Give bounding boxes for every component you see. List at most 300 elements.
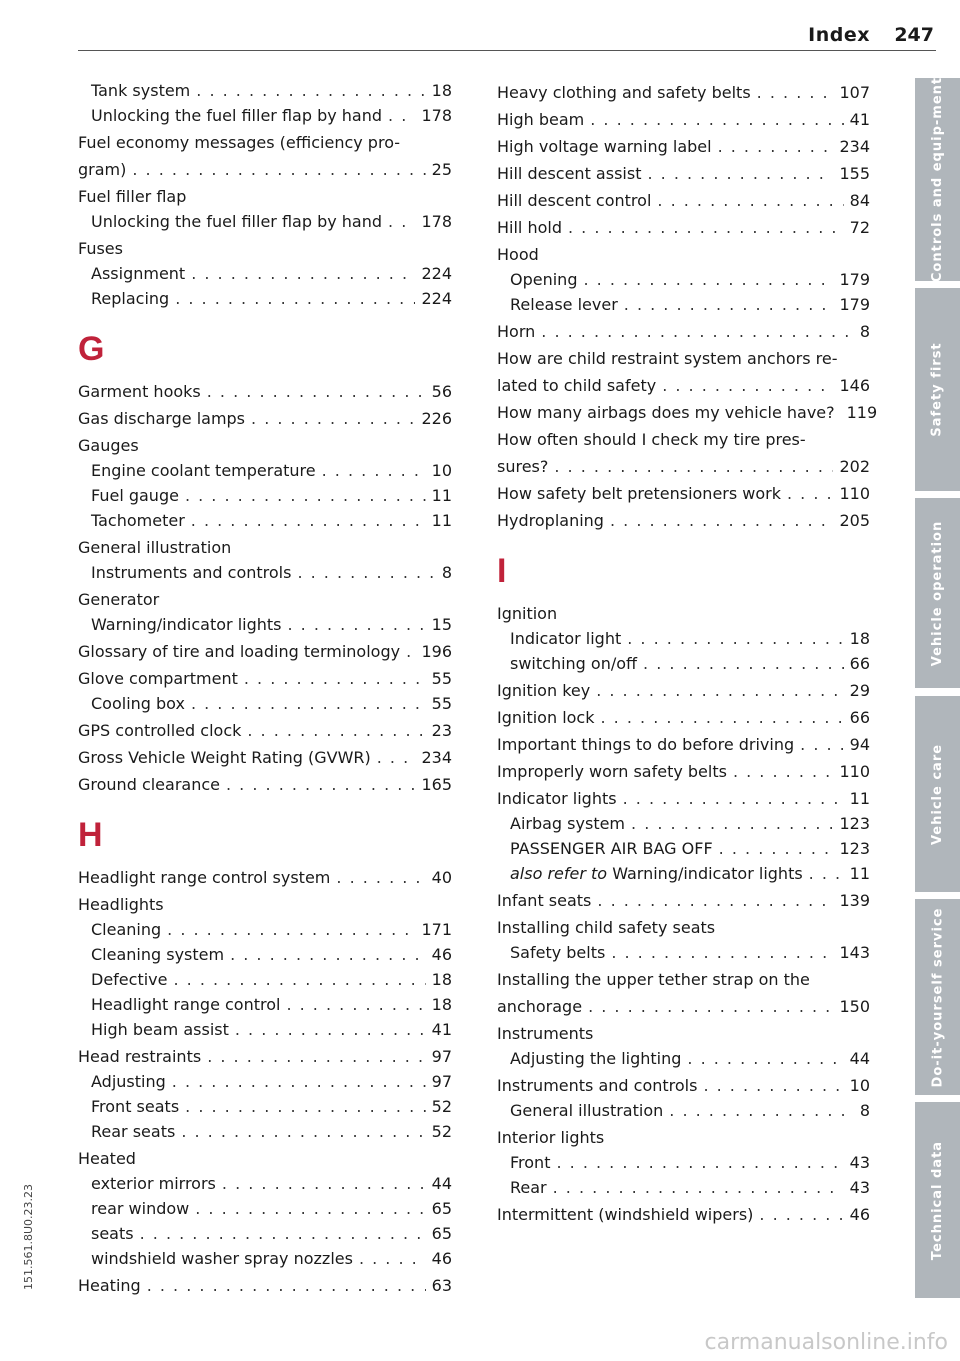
dot-leader xyxy=(191,691,426,716)
entry-term: Glossary of tire and loading terminology xyxy=(78,642,401,661)
entry-term: Front xyxy=(510,1153,551,1172)
index-entry[interactable] xyxy=(497,319,870,344)
page-reference: 179 xyxy=(839,295,870,314)
entry-term: Safety belts xyxy=(510,943,606,962)
dot-leader xyxy=(167,917,415,942)
entry-term: Airbag system xyxy=(510,814,626,833)
page-reference: 8 xyxy=(859,1101,870,1120)
page-reference: 66 xyxy=(849,654,870,673)
index-entry[interactable] xyxy=(497,107,870,132)
page-reference: 150 xyxy=(839,997,870,1016)
document-code: 151.561.8U0.23.23 xyxy=(22,1183,35,1290)
page-reference: 44 xyxy=(431,1174,452,1193)
index-subentry[interactable] xyxy=(78,103,452,128)
index-subentry[interactable] xyxy=(78,612,452,637)
entry-term: General illustration xyxy=(510,1101,664,1120)
page-reference: 29 xyxy=(849,681,870,700)
dot-leader xyxy=(406,639,415,664)
entry-term: Instruments and controls xyxy=(91,563,292,582)
index-entry[interactable] xyxy=(78,666,452,691)
sidebar-tab-controls[interactable] xyxy=(915,78,960,281)
entry-term: Headlight range control xyxy=(91,995,281,1014)
sidebar-tab-label: Technical data xyxy=(930,1140,945,1260)
index-subentry[interactable] xyxy=(497,1046,870,1071)
page-reference: 52 xyxy=(431,1122,452,1141)
page-reference: 234 xyxy=(839,137,870,156)
page-reference: 123 xyxy=(839,839,870,858)
sidebar-tab-label: Vehicle care xyxy=(930,743,945,845)
page-reference: 10 xyxy=(849,1076,870,1095)
index-entry[interactable] xyxy=(78,772,452,797)
index-entry[interactable] xyxy=(497,732,870,757)
page-reference: 11 xyxy=(849,864,870,883)
index-entry[interactable] xyxy=(497,759,870,784)
page-reference: 63 xyxy=(431,1276,452,1295)
sidebar-tab-do-it-yourself[interactable] xyxy=(915,899,960,1095)
index-subentry[interactable] xyxy=(78,992,452,1017)
page-reference: 84 xyxy=(849,191,870,210)
dot-leader xyxy=(733,759,834,784)
index-entry[interactable] xyxy=(497,1202,870,1227)
dot-leader xyxy=(800,732,844,757)
dot-leader xyxy=(601,705,844,730)
page-reference: 196 xyxy=(421,642,452,661)
entry-term: Garment hooks xyxy=(78,382,201,401)
dot-leader xyxy=(719,836,834,861)
dot-leader xyxy=(140,1221,426,1246)
dot-leader xyxy=(222,1171,426,1196)
entry-term: Engine coolant temperature xyxy=(91,461,316,480)
sidebar-tab-vehicle-care[interactable] xyxy=(915,696,960,892)
section-letter: G xyxy=(78,330,105,368)
page-reference: 143 xyxy=(839,943,870,962)
index-heading: Headlights xyxy=(78,895,164,914)
entry-term: Intermittent (windshield wipers) xyxy=(497,1205,754,1224)
index-subentry[interactable] xyxy=(78,1171,452,1196)
dot-leader xyxy=(718,134,834,159)
entry-term: Cleaning system xyxy=(91,945,225,964)
dot-leader xyxy=(207,379,426,404)
dot-leader xyxy=(568,215,844,240)
page-reference: 43 xyxy=(849,1178,870,1197)
entry-term xyxy=(510,861,803,886)
index-subentry[interactable] xyxy=(78,1246,452,1271)
index-subentry[interactable] xyxy=(78,483,452,508)
index-subentry[interactable] xyxy=(78,560,452,585)
index-subentry[interactable] xyxy=(78,458,452,483)
index-subentry[interactable] xyxy=(497,836,870,861)
dot-leader xyxy=(172,1069,426,1094)
entry-term: Adjusting the lighting xyxy=(510,1049,682,1068)
entry-term: Important things to do before driving xyxy=(497,735,795,754)
dot-leader xyxy=(787,481,833,506)
dot-leader xyxy=(226,772,415,797)
page-reference: 8 xyxy=(859,322,870,341)
page-number: 247 xyxy=(894,24,934,46)
entry-term: seats xyxy=(91,1224,134,1243)
entry-term: Hydroplaning xyxy=(497,511,604,530)
entry-term: Glove compartment xyxy=(78,669,238,688)
entry-term: Hill hold xyxy=(497,218,562,237)
dot-leader xyxy=(377,745,416,770)
entry-term: Rear seats xyxy=(91,1122,176,1141)
index-heading: Hood xyxy=(497,245,539,264)
index-column-right xyxy=(497,78,878,1227)
dot-leader xyxy=(235,1017,426,1042)
entry-term: Indicator lights xyxy=(497,789,617,808)
index-subentry[interactable] xyxy=(497,292,870,317)
entry-term: rear window xyxy=(91,1199,190,1218)
page-reference: 11 xyxy=(431,486,452,505)
index-heading: How are child restraint system anchors re- xyxy=(497,349,838,368)
index-entry[interactable] xyxy=(497,1073,870,1098)
page-reference: 25 xyxy=(431,160,452,179)
page-reference: 46 xyxy=(431,1249,452,1268)
section-letter: I xyxy=(497,552,507,590)
dot-leader xyxy=(230,942,426,967)
dot-leader xyxy=(336,865,425,890)
index-subentry[interactable] xyxy=(497,811,870,836)
sidebar-tab-label: Controls and equip-ment xyxy=(930,76,946,283)
index-entry[interactable] xyxy=(497,786,870,811)
index-entry[interactable] xyxy=(497,134,870,159)
entry-term: gram) xyxy=(78,160,127,179)
entry-term: Unlocking the fuel filler flap by hand xyxy=(91,212,383,231)
sidebar-tab-label: Safety first xyxy=(930,342,945,437)
dot-leader xyxy=(196,78,425,103)
page-reference: 97 xyxy=(431,1047,452,1066)
dot-leader xyxy=(244,666,426,691)
dot-leader xyxy=(556,1150,843,1175)
page-reference: 55 xyxy=(431,669,452,688)
cross-reference-prefix: also refer to xyxy=(510,864,608,883)
index-heading: How often should I check my tire pres- xyxy=(497,430,806,449)
dot-leader xyxy=(596,678,843,703)
page-reference: 97 xyxy=(431,1072,452,1091)
dot-leader xyxy=(175,286,415,311)
entry-term: GPS controlled clock xyxy=(78,721,242,740)
index-entry[interactable] xyxy=(497,400,878,425)
page-reference: 94 xyxy=(849,735,870,754)
dot-leader xyxy=(611,940,833,965)
index-heading: Ignition xyxy=(497,604,558,623)
page-reference: 18 xyxy=(431,970,452,989)
page-reference: 18 xyxy=(431,81,452,100)
entry-term: Unlocking the fuel filler flap by hand xyxy=(91,106,383,125)
entry-term: Cleaning xyxy=(91,920,162,939)
index-heading: Fuel filler flap xyxy=(78,187,187,206)
page-reference: 226 xyxy=(421,409,452,428)
index-entry[interactable] xyxy=(497,994,870,1019)
index-entry[interactable] xyxy=(497,373,870,398)
dot-leader xyxy=(553,1175,844,1200)
entry-term: Ignition key xyxy=(497,681,591,700)
index-entry[interactable] xyxy=(78,379,452,404)
entry-term: lated to child safety xyxy=(497,376,657,395)
index-subentry[interactable] xyxy=(497,1175,870,1200)
page-reference: 119 xyxy=(846,403,878,422)
entry-term: exterior mirrors xyxy=(91,1174,216,1193)
page-reference: 11 xyxy=(431,511,452,530)
entry-term: High beam xyxy=(497,110,585,129)
dot-leader xyxy=(322,458,426,483)
dot-leader xyxy=(588,994,833,1019)
page-reference: 165 xyxy=(421,775,452,794)
page-reference: 139 xyxy=(839,891,870,910)
entry-term: Ground clearance xyxy=(78,775,220,794)
index-entry[interactable] xyxy=(497,454,870,479)
index-entry[interactable] xyxy=(497,705,870,730)
index-subentry[interactable] xyxy=(497,651,870,676)
index-subentry[interactable] xyxy=(497,626,870,651)
index-subentry[interactable] xyxy=(78,917,452,942)
index-subentry[interactable] xyxy=(497,861,870,886)
dot-leader xyxy=(647,161,833,186)
page-reference: 171 xyxy=(421,920,452,939)
entry-term: Headlight range control system xyxy=(78,868,331,887)
dot-leader xyxy=(541,319,854,344)
index-entry[interactable] xyxy=(497,161,870,186)
index-entry[interactable] xyxy=(78,639,452,664)
page-reference: 178 xyxy=(421,106,452,125)
index-subentry[interactable] xyxy=(78,508,452,533)
page-reference: 23 xyxy=(431,721,452,740)
entry-term: Tank system xyxy=(91,81,191,100)
page-reference: 55 xyxy=(431,694,452,713)
dot-leader xyxy=(657,188,843,213)
dot-leader xyxy=(191,261,415,286)
page-reference: 202 xyxy=(839,457,870,476)
entry-term: Gas discharge lamps xyxy=(78,409,246,428)
entry-term: sures? xyxy=(497,457,549,476)
dot-leader xyxy=(132,157,425,182)
page-reference: 72 xyxy=(849,218,870,237)
index-subentry[interactable] xyxy=(78,1196,452,1221)
entry-term: High beam assist xyxy=(91,1020,229,1039)
index-heading: Installing the upper tether strap on the xyxy=(497,970,810,989)
entry-term: Ignition lock xyxy=(497,708,595,727)
entry-term: Assignment xyxy=(91,264,186,283)
entry-term: Replacing xyxy=(91,289,170,308)
entry-term: Tachometer xyxy=(91,511,185,530)
index-subentry[interactable] xyxy=(497,1150,870,1175)
page-reference: 66 xyxy=(849,708,870,727)
entry-term: Fuel gauge xyxy=(91,486,179,505)
page-reference: 10 xyxy=(431,461,452,480)
entry-term: Adjusting xyxy=(91,1072,166,1091)
page-reference: 11 xyxy=(849,789,870,808)
entry-term: Warning/indicator lights xyxy=(91,615,282,634)
header-rule xyxy=(78,50,936,51)
index-heading: Heated xyxy=(78,1149,136,1168)
index-entry[interactable] xyxy=(78,157,452,182)
dot-leader xyxy=(191,508,426,533)
page-reference: 8 xyxy=(441,563,452,582)
dot-leader xyxy=(388,209,415,234)
index-subentry[interactable] xyxy=(497,940,870,965)
dot-leader xyxy=(185,1094,425,1119)
page-reference: 65 xyxy=(431,1224,452,1243)
index-subentry[interactable] xyxy=(497,267,870,292)
entry-term: Horn xyxy=(497,322,536,341)
index-entry[interactable] xyxy=(497,508,870,533)
page-reference: 110 xyxy=(839,484,870,503)
index-subentry[interactable] xyxy=(78,1069,452,1094)
index-subentry[interactable] xyxy=(497,1098,870,1123)
page-reference: 205 xyxy=(839,511,870,530)
dot-leader xyxy=(297,560,435,585)
page-reference: 179 xyxy=(839,270,870,289)
page-reference: 65 xyxy=(431,1199,452,1218)
sidebar-tab-vehicle-operation[interactable] xyxy=(915,498,960,688)
entry-term: switching on/off xyxy=(510,654,638,673)
index-entry[interactable] xyxy=(78,1044,452,1069)
entry-term: Head restraints xyxy=(78,1047,202,1066)
index-heading: Gauges xyxy=(78,436,139,455)
page-reference: 15 xyxy=(431,615,452,634)
entry-term: Front seats xyxy=(91,1097,180,1116)
sidebar-tab-technical-data[interactable] xyxy=(915,1102,960,1298)
entry-term: windshield washer spray nozzles xyxy=(91,1249,353,1268)
entry-term: Rear xyxy=(510,1178,547,1197)
dot-leader xyxy=(627,626,843,651)
index-heading: Fuses xyxy=(78,239,123,258)
page-reference: 178 xyxy=(421,212,452,231)
index-entry[interactable] xyxy=(78,865,452,890)
entry-term: Hill descent control xyxy=(497,191,652,210)
dot-leader xyxy=(251,406,415,431)
entry-term: Opening xyxy=(510,270,578,289)
dot-leader xyxy=(590,107,843,132)
dot-leader xyxy=(287,612,425,637)
sidebar-tab-label: Do-it-yourself service xyxy=(930,907,945,1087)
index-heading: Fuel economy messages (efficiency pro- xyxy=(78,133,401,152)
index-column-left xyxy=(78,78,452,1298)
cross-reference-target: Warning/indicator lights xyxy=(612,864,803,883)
entry-term: Defective xyxy=(91,970,168,989)
dot-leader xyxy=(195,1196,425,1221)
index-entry[interactable] xyxy=(497,215,870,240)
page-reference: 41 xyxy=(431,1020,452,1039)
index-entry[interactable] xyxy=(497,188,870,213)
index-entry[interactable] xyxy=(497,481,870,506)
dot-leader xyxy=(610,508,833,533)
entry-term: Cooling box xyxy=(91,694,185,713)
dot-leader xyxy=(554,454,833,479)
index-subentry[interactable] xyxy=(78,78,452,103)
dot-leader xyxy=(662,373,833,398)
dot-leader xyxy=(247,718,425,743)
dot-leader xyxy=(759,1202,843,1227)
dot-leader xyxy=(643,651,844,676)
index-entry[interactable] xyxy=(497,80,870,105)
entry-term: Improperly worn safety belts xyxy=(497,762,727,781)
dot-leader xyxy=(623,786,844,811)
dot-leader xyxy=(185,483,426,508)
index-entry[interactable] xyxy=(78,1273,452,1298)
dot-leader xyxy=(359,1246,426,1271)
dot-leader xyxy=(757,80,834,105)
page-reference: 18 xyxy=(849,629,870,648)
dot-leader xyxy=(147,1273,426,1298)
index-subentry[interactable] xyxy=(78,967,452,992)
page-reference: 110 xyxy=(839,762,870,781)
index-heading: Installing child safety seats xyxy=(497,918,716,937)
sidebar-tab-safety[interactable] xyxy=(915,288,960,491)
index-subentry[interactable] xyxy=(78,1119,452,1144)
entry-term: How many airbags does my vehicle have? xyxy=(497,403,835,422)
dot-leader xyxy=(583,267,833,292)
entry-term: Heavy clothing and safety belts xyxy=(497,83,751,102)
index-subentry[interactable] xyxy=(78,286,452,311)
page-reference: 234 xyxy=(421,748,452,767)
entry-term: Heating xyxy=(78,1276,141,1295)
dot-leader xyxy=(703,1073,843,1098)
index-heading: General illustration xyxy=(78,538,232,557)
index-heading: Instruments xyxy=(497,1024,594,1043)
index-entry[interactable] xyxy=(78,406,452,431)
dot-leader xyxy=(624,292,834,317)
index-subentry[interactable] xyxy=(78,261,452,286)
watermark: carmanualsonline.info xyxy=(704,1330,948,1355)
entry-term: Infant seats xyxy=(497,891,592,910)
index-entry[interactable] xyxy=(78,745,452,770)
index-entry[interactable] xyxy=(78,718,452,743)
entry-term: Instruments and controls xyxy=(497,1076,698,1095)
page-reference: 43 xyxy=(849,1153,870,1172)
sidebar-tab-label: Vehicle operation xyxy=(930,520,946,666)
dot-leader xyxy=(669,1098,854,1123)
index-heading: Interior lights xyxy=(497,1128,605,1147)
page-reference: 44 xyxy=(849,1049,870,1068)
page-reference: 46 xyxy=(849,1205,870,1224)
page-header-title: Index xyxy=(808,24,870,46)
page-reference: 56 xyxy=(431,382,452,401)
dot-leader xyxy=(809,861,844,886)
index-subentry[interactable] xyxy=(78,1221,452,1246)
page-reference: 40 xyxy=(431,868,452,887)
entry-term: Gross Vehicle Weight Rating (GVWR) xyxy=(78,748,371,767)
index-subentry[interactable] xyxy=(78,1094,452,1119)
entry-term: anchorage xyxy=(497,997,583,1016)
page-reference: 107 xyxy=(839,83,870,102)
dot-leader xyxy=(286,992,425,1017)
entry-term: High voltage warning label xyxy=(497,137,712,156)
index-entry[interactable] xyxy=(497,678,870,703)
entry-term: Hill descent assist xyxy=(497,164,642,183)
dot-leader xyxy=(687,1046,843,1071)
index-subentry[interactable] xyxy=(78,942,452,967)
dot-leader xyxy=(388,103,415,128)
page-reference: 146 xyxy=(839,376,870,395)
entry-term: PASSENGER AIR BAG OFF xyxy=(510,839,713,858)
index-subentry[interactable] xyxy=(78,1017,452,1042)
page-reference: 123 xyxy=(839,814,870,833)
dot-leader xyxy=(181,1119,425,1144)
dot-leader xyxy=(173,967,425,992)
section-letter: H xyxy=(78,816,103,854)
page-reference: 41 xyxy=(849,110,870,129)
index-subentry[interactable] xyxy=(78,691,452,716)
page-reference: 18 xyxy=(431,995,452,1014)
page-reference: 52 xyxy=(431,1097,452,1116)
index-subentry[interactable] xyxy=(78,209,452,234)
index-heading: Generator xyxy=(78,590,160,609)
entry-term: How safety belt pretensioners work xyxy=(497,484,781,503)
entry-term: Release lever xyxy=(510,295,618,314)
index-entry[interactable] xyxy=(497,888,870,913)
entry-term: Indicator light xyxy=(510,629,622,648)
